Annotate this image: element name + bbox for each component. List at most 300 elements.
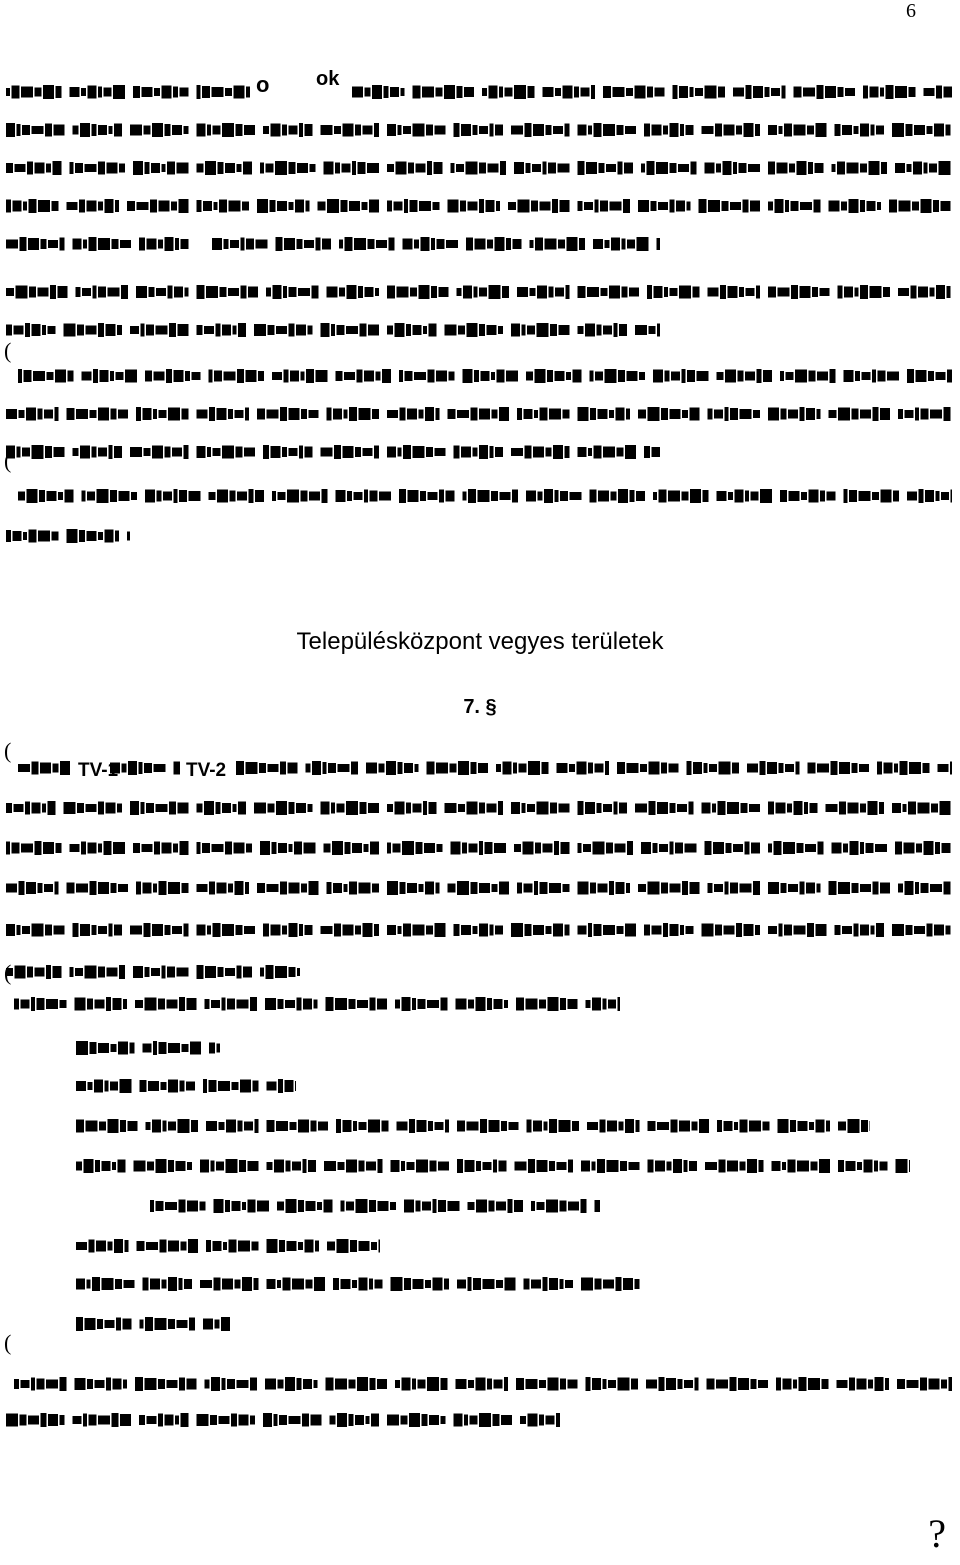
garbled-glyph [687,370,695,382]
garbled-glyph [753,86,763,98]
garbled-glyph [436,883,440,894]
garbled-glyph [169,323,176,337]
garbled-glyph [26,408,36,421]
garbled-glyph [402,1378,411,1391]
garbled-glyph [229,1240,237,1253]
garbled-glyph [165,237,174,251]
garbled-glyph [404,199,408,213]
garbled-glyph [21,1380,30,1388]
garbled-glyph [354,238,366,250]
garbled-glyph [489,285,501,299]
garbled-glyph [187,1201,198,1212]
garbled-glyph [629,1162,640,1170]
garbled-glyph [679,86,688,98]
garbled-glyph [525,446,532,459]
garbled-glyph [206,1121,217,1131]
garbled-glyph [177,968,189,977]
garbled-glyph [588,126,592,135]
garbled-glyph [237,369,244,383]
garbled-glyph [6,200,11,213]
garbled-glyph [289,126,298,135]
garbled-glyph [317,1202,322,1210]
garbled-glyph [154,842,160,855]
garbled-glyph [327,408,332,421]
garbled-glyph [25,802,30,815]
garbled-glyph [6,803,12,813]
garbled-glyph [871,125,875,136]
garbled-glyph [904,843,915,854]
garbled-glyph [457,288,462,296]
garbled-glyph [145,1317,153,1331]
garbled-glyph [108,1119,119,1133]
garbled-glyph [685,844,697,853]
garbled-glyph [838,87,844,97]
garbled-glyph [106,1378,111,1391]
garbled-glyph [29,287,36,298]
garbled-glyph [168,1122,176,1131]
garbled-glyph [791,201,799,211]
garbled-glyph [337,1413,347,1427]
garbled-glyph [665,371,670,382]
garbled-glyph [306,1280,313,1289]
garbled-glyph [382,369,391,383]
garbled-glyph [70,162,74,174]
garbled-glyph [838,286,843,299]
garbled-glyph [289,923,298,937]
garbled-glyph [203,1319,213,1330]
garbled-glyph [817,884,821,893]
garbled-glyph [843,844,848,853]
garbled-glyph [468,202,478,211]
garbled-glyph [100,370,109,382]
superscript-o: o [256,72,270,97]
garbled-glyph [670,884,681,893]
garbled-glyph [98,844,102,853]
garbled-glyph [157,491,162,502]
garbled-glyph [630,490,635,502]
garbled-glyph [870,1121,871,1131]
garbled-glyph [695,88,703,96]
garbled-glyph [880,1162,888,1171]
garbled-glyph [370,842,379,855]
garbled-glyph [436,371,447,382]
garbled-glyph [275,966,287,978]
garbled-glyph [274,1414,278,1426]
garbled-glyph [238,1241,250,1252]
garbled-glyph [473,1278,481,1290]
garbled-glyph [572,1121,579,1131]
garbled-glyph [905,881,914,895]
garbled-glyph [668,491,680,502]
garbled-glyph [579,238,585,250]
garbled-glyph [747,1159,757,1173]
garbled-glyph [514,162,524,174]
garbled-glyph [705,841,712,855]
garbled-glyph [407,1162,415,1170]
garbled-glyph [98,802,104,815]
garbled-glyph [560,1379,566,1390]
garbled-glyph [806,408,815,420]
garbled-glyph [930,884,942,892]
garbled-glyph [355,447,361,457]
garbled-glyph [585,802,595,814]
garbled-glyph [336,490,346,502]
garbled-glyph [653,492,657,500]
garbled-glyph [387,326,393,335]
garbled-glyph [636,491,645,501]
garbled-glyph [98,202,103,211]
garbled-glyph [464,87,474,97]
garbled-glyph [29,199,37,213]
garbled-glyph [359,1122,367,1130]
garbled-glyph [35,163,45,174]
garbled-glyph [489,86,498,99]
garbled-glyph [552,199,558,213]
garbled-glyph [433,202,440,210]
garbled-glyph [568,999,578,1009]
garbled-glyph [58,492,63,500]
garbled-glyph [837,1380,848,1388]
garbled-glyph [270,200,276,212]
garbled-glyph [349,999,356,1009]
garbled-glyph [689,1161,697,1171]
garbled-glyph [829,881,837,895]
garbled-glyph [38,409,43,420]
garbled-glyph [301,409,307,419]
garbled-glyph [592,1378,601,1390]
garbled-glyph [27,489,38,503]
garbled-glyph [790,1120,796,1132]
garbled-glyph [145,490,155,503]
garbled-glyph [324,1161,336,1171]
garbled-glyph [470,1416,478,1425]
garbled-glyph [603,925,615,935]
garbled-glyph [929,164,937,173]
garbled-glyph [441,998,448,1011]
garbled-glyph [895,163,905,173]
garbled-glyph [781,409,787,420]
garbled-glyph [635,804,647,813]
garbled-glyph [172,926,182,934]
garbled-glyph [139,762,143,774]
garbled-glyph [167,967,175,978]
garbled-glyph [679,286,691,299]
garbled-glyph [657,324,660,337]
garbled-glyph [889,200,897,213]
garbled-glyph [111,883,117,893]
garbled-glyph [156,1159,167,1173]
garbled-glyph [490,925,494,936]
garbled-glyph [257,883,265,893]
garbled-glyph [692,1122,698,1131]
garbled-glyph [137,1241,145,1251]
garbled-glyph [109,924,113,937]
garbled-glyph [67,202,78,210]
garbled-glyph [526,1379,538,1389]
garbled-glyph [676,201,685,212]
garbled-glyph [617,125,624,135]
garbled-glyph [327,287,338,298]
garbled-glyph [289,162,296,174]
garbled-glyph [305,124,313,136]
garbled-glyph [92,124,97,136]
garbled-glyph [181,1413,189,1427]
garbled-glyph [357,1377,368,1391]
garbled-glyph [487,1379,492,1390]
garbled-glyph [827,492,836,501]
garbled-glyph [144,126,151,135]
garbled-glyph [512,490,518,503]
garbled-glyph [496,1280,503,1288]
garbled-glyph [625,126,636,134]
garbled-glyph [423,801,427,815]
garbled-glyph [599,163,605,173]
garbled-glyph [207,447,211,457]
garbled-glyph [590,883,596,894]
garbled-glyph [234,86,245,99]
garbled-glyph [724,926,735,935]
garbled-glyph [289,287,297,297]
garbled-glyph [606,164,616,172]
garbled-glyph [469,844,478,853]
garbled-glyph [115,1279,122,1289]
garbled-glyph [462,843,467,854]
garbled-glyph [496,764,501,772]
garbled-glyph [363,923,373,937]
garbled-glyph [336,371,343,381]
garbled-glyph [859,491,871,501]
garbled-glyph [740,884,752,893]
garbled-glyph [387,881,398,895]
garbled-glyph [365,88,371,97]
garbled-glyph [391,1277,403,1291]
garbled-glyph [76,1081,86,1091]
garbled-glyph [652,125,662,136]
garbled-glyph [670,288,678,296]
garbled-glyph [14,1379,19,1389]
garbled-glyph [334,445,341,459]
garbled-glyph [73,239,82,250]
garbled-glyph [127,201,135,211]
garbled-glyph [781,883,787,893]
garbled-glyph [73,1416,82,1424]
garbled-glyph [13,531,22,541]
garbled-glyph [861,1120,868,1132]
garbled-glyph [163,492,172,501]
garbled-glyph [130,926,142,935]
garbled-glyph [176,1161,186,1171]
garbled-glyph [128,761,137,775]
garbled-glyph [276,801,287,815]
garbled-glyph [369,1200,376,1212]
garbled-glyph [870,286,882,298]
garbled-glyph [243,162,252,175]
garbled-glyph [703,490,709,502]
paren-mark: ( [4,448,12,473]
garbled-glyph [663,126,668,135]
garbled-glyph [508,1199,513,1213]
garbled-glyph [419,884,424,892]
garbled-glyph [457,86,463,98]
garbled-glyph [60,1000,67,1008]
garbled-glyph [448,409,456,419]
garbled-glyph [487,804,497,813]
garbled-glyph [670,163,677,173]
garbled-glyph [684,1160,688,1172]
garbled-glyph [240,1080,251,1093]
garbled-glyph [387,925,396,935]
garbled-glyph [535,843,541,854]
garbled-glyph [97,1319,103,1329]
garbled-glyph [343,1120,352,1132]
garbled-glyph [362,202,368,210]
garbled-glyph [6,240,18,249]
garbled-glyph [197,446,206,458]
garbled-glyph [516,1378,524,1390]
garbled-glyph [429,1415,439,1425]
garbled-glyph [81,88,86,96]
garbled-glyph [109,445,113,459]
garbled-glyph [718,801,726,815]
garbled-glyph [83,1414,87,1427]
garbled-glyph [75,1378,86,1390]
garbled-glyph [527,326,535,335]
garbled-glyph [675,843,683,854]
garbled-glyph [289,1416,301,1424]
garbled-glyph [113,1379,122,1390]
garbled-glyph [113,85,125,99]
garbled-glyph [479,126,488,134]
garbled-glyph [535,369,546,383]
garbled-glyph [549,1278,558,1290]
garbled-glyph [513,763,517,774]
garbled-glyph [559,325,570,335]
garbled-glyph [517,287,528,297]
garbled-glyph [748,164,760,172]
garbled-glyph [80,924,90,936]
garbled-glyph [768,287,776,298]
garbled-glyph [595,764,604,773]
garbled-glyph [705,1162,717,1170]
garbled-glyph [566,372,571,380]
garbled-glyph [370,998,376,1011]
garbled-glyph [637,237,649,251]
garbled-glyph [123,1319,132,1330]
garbled-glyph [590,490,597,503]
garbled-glyph [514,844,521,852]
garbled-glyph [95,1000,105,1009]
garbled-glyph [178,803,189,814]
garbled-glyph [154,372,165,381]
garbled-glyph [105,530,114,543]
garbled-glyph [682,881,688,895]
garbled-glyph [689,802,694,815]
garbled-glyph [619,803,627,814]
garbled-glyph [474,370,479,382]
garbled-glyph [255,1119,259,1133]
garbled-glyph [254,1278,259,1290]
garbled-glyph [148,1081,159,1091]
garbled-glyph [673,85,678,99]
garbled-glyph [288,763,298,774]
garbled-glyph [359,1241,370,1251]
garbled-glyph [740,409,752,419]
garbled-glyph [788,1160,796,1173]
garbled-glyph [524,409,533,419]
garbled-glyph [82,288,91,296]
garbled-glyph [778,288,790,297]
garbled-glyph [717,491,727,501]
garbled-glyph [153,884,157,893]
garbled-glyph [235,1280,241,1289]
garbled-glyph [460,201,466,212]
garbled-glyph [797,843,804,853]
garbled-glyph [246,844,252,853]
garbled-glyph [87,201,97,212]
garbled-glyph [171,202,177,211]
garbled-glyph [789,164,795,173]
garbled-glyph [530,288,536,296]
garbled-glyph [897,1379,905,1389]
garbled-glyph [581,1199,587,1213]
garbled-glyph [260,163,264,174]
garbled-glyph [516,998,524,1011]
garbled-glyph [892,123,904,137]
garbled-glyph [559,1120,571,1132]
garbled-glyph [911,286,917,299]
garbled-glyph [733,162,737,174]
garbled-glyph [133,86,140,98]
garbled-glyph [280,762,286,775]
garbled-glyph [436,763,448,774]
garbled-glyph [760,761,766,775]
garbled-glyph [838,1122,846,1131]
garbled-glyph [54,125,65,136]
garbled-glyph [745,372,755,381]
garbled-glyph [446,491,455,502]
garbled-glyph [35,841,42,855]
garbled-glyph [17,447,21,458]
garbled-glyph [423,326,427,334]
garbled-glyph [868,801,878,815]
garbled-glyph [431,286,437,298]
garbled-glyph [301,372,305,381]
garbled-glyph [236,925,243,935]
garbled-glyph [225,1200,230,1212]
garbled-glyph [227,1379,235,1389]
garbled-glyph [728,492,733,500]
garbled-glyph [246,370,257,382]
garbled-glyph [586,1377,591,1391]
garbled-glyph [190,1042,201,1055]
garbled-glyph [607,1121,617,1132]
garbled-glyph [154,88,160,96]
garbled-glyph [27,967,33,978]
garbled-glyph [334,126,341,134]
garbled-glyph [554,841,559,855]
garbled-glyph [531,1201,535,1211]
garbled-glyph [690,87,694,97]
garbled-glyph [256,240,268,249]
garbled-glyph [647,285,652,299]
garbled-glyph [115,531,119,542]
garbled-glyph [619,1122,624,1131]
garbled-glyph [284,370,289,383]
garbled-glyph [873,407,879,421]
garbled-glyph [898,884,903,893]
garbled-glyph [98,1416,110,1425]
garbled-glyph [857,1162,862,1170]
